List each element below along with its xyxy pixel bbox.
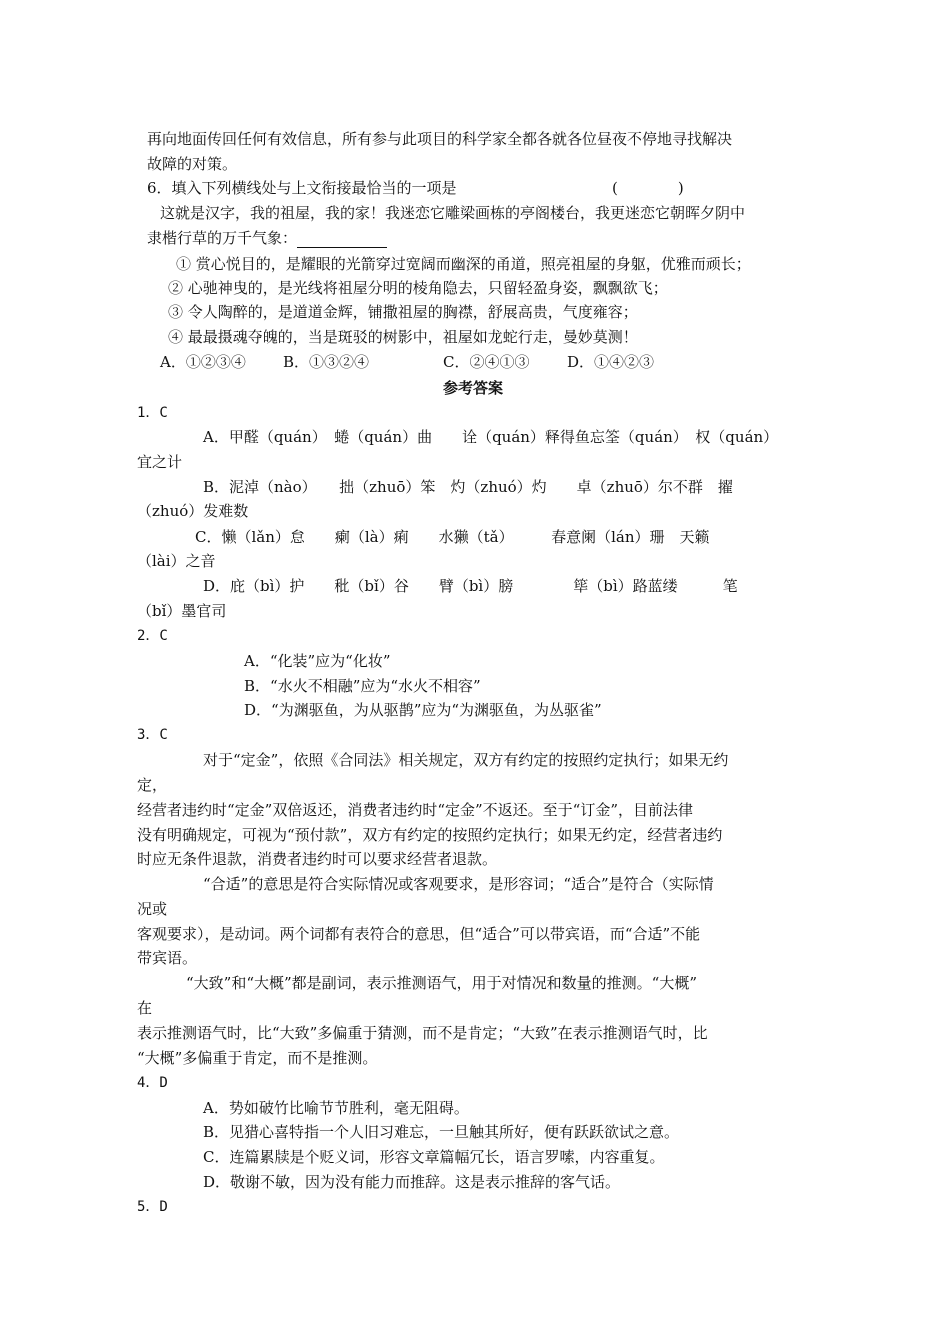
question-stem: 6．填入下列横线处与上文衔接最恰当的一项是: [147, 179, 457, 197]
choice-b: B．①③②④: [283, 353, 370, 371]
option-1: ① 赏心悦目的，是耀眼的光箭穿过宽阔而幽深的甬道，照亮祖屋的身躯，优雅而顽长；: [176, 255, 751, 273]
text-line: C．连篇累牍是个贬义词，形容文章篇幅冗长，语言罗嗦，内容重复。: [203, 1148, 665, 1166]
answers-title: 参考答案: [443, 379, 504, 397]
text-line: B．泥淖（nào） 拙（zhuō）笨 灼（zhuó）灼 卓（zhuō）尔不群 擢: [203, 478, 733, 496]
text-line: 经营者违约时“定金”双倍返还，消费者违约时“定金”不返还。至于“订金”，目前法律: [137, 801, 694, 819]
answer-number: 5．D: [137, 1199, 168, 1215]
text-line: 故障的对策。: [147, 155, 238, 173]
text-line: 这就是汉字，我的祖屋，我的家！我迷恋它雕梁画栋的亭阁楼台，我更迷恋它朝晖夕阴中: [160, 204, 746, 222]
option-4: ④ 最最摄魂夺魄的，当是斑驳的树影中，祖屋如龙蛇行走，曼妙莫测！: [168, 328, 638, 346]
answer-number: 4．D: [137, 1075, 168, 1091]
text-line: 客观要求），是动词。两个词都有表符合的意思，但“适合”可以带宾语，而“合适”不能: [137, 925, 701, 943]
answer-number: 3．C: [137, 727, 168, 743]
text-line: A．势如破竹比喻节节胜利，毫无阻碍。: [203, 1099, 469, 1117]
text-line: 带宾语。: [137, 949, 198, 967]
text-line: （lài）之音: [137, 552, 216, 570]
answer-paren: ( ): [612, 179, 684, 197]
text-line: 对于“定金”，依照《合同法》相关规定，双方有约定的按照约定执行；如果无约: [203, 751, 729, 769]
text-line: 定，: [137, 776, 168, 794]
text-line: D．敬谢不敏，因为没有能力而推辞。这是表示推辞的客气话。: [203, 1173, 621, 1191]
text-line: 时应无条件退款，消费者违约时可以要求经营者退款。: [137, 850, 498, 868]
fill-blank: [297, 233, 387, 248]
text-line: （bǐ）墨官司: [137, 602, 227, 620]
choice-a: A．①②③④: [160, 353, 246, 371]
text-line: 表示推测语气时，比“大致”多偏重于猜测，而不是肯定；“大致”在表示推测语气时，比: [137, 1024, 708, 1042]
text-line: 再向地面传回任何有效信息，所有参与此项目的科学家全都各就各位昼夜不停地寻找解决: [147, 130, 733, 148]
text-line: 在: [137, 999, 153, 1017]
text-line: C．懒（lǎn）怠 瘌（là）痢 水獭（tǎ） 春意阑（lán）珊 天籁: [195, 528, 710, 546]
text-line: 没有明确规定，可视为“预付款”，双方有约定的按照约定执行；如果无约定，经营者违约: [137, 826, 723, 844]
text-line: B．见猎心喜特指一个人旧习难忘，一旦触其所好，便有跃跃欲试之意。: [203, 1123, 680, 1141]
text-line: “合适”的意思是符合实际情况或客观要求，是形容词；“适合”是符合（实际情: [203, 875, 714, 893]
text-line: 宜之计: [137, 453, 183, 471]
answer-number: 2．C: [137, 628, 168, 644]
text-line: D．庇（bì）护 秕（bǐ）谷 臂（bì）膀 筚（bì）路蓝缕 笔: [203, 577, 738, 595]
text-line: “大致”和“大概”都是副词，表示推测语气，用于对情况和数量的推测。“大概”: [186, 974, 698, 992]
text-line: [147, 228, 387, 248]
text-span: 隶楷行草的万千气象：: [147, 229, 298, 247]
choice-d: D．①④②③: [567, 353, 655, 371]
text-line: A．“化装”应为“化妆”: [244, 652, 391, 670]
text-line: 况或: [137, 900, 168, 918]
text-line: D．“为渊驱鱼，为从驱鹊”应为“为渊驱鱼，为丛驱雀”: [244, 701, 602, 719]
text-line: B．“水火不相融”应为“水火不相容”: [244, 677, 481, 695]
choice-c: C．②④①③: [443, 353, 530, 371]
text-line: （zhuó）发难数: [137, 502, 249, 520]
text-line: “大概”多偏重于肯定，而不是推测。: [137, 1049, 378, 1067]
option-2: ② 心驰神曳的，是光线将祖屋分明的棱角隐去，只留轻盈身姿，飘飘欲飞；: [168, 279, 668, 297]
answer-number: 1．C: [137, 405, 168, 421]
option-3: ③ 令人陶醉的，是道道金辉，铺撒祖屋的胸襟，舒展高贵，气度雍容；: [168, 303, 638, 321]
text-line: A．甲醛（quán） 蜷（quán）曲 诠（quán）释得鱼忘筌（quán） 权（quán）: [203, 428, 779, 446]
question-6-stem: [147, 178, 457, 198]
